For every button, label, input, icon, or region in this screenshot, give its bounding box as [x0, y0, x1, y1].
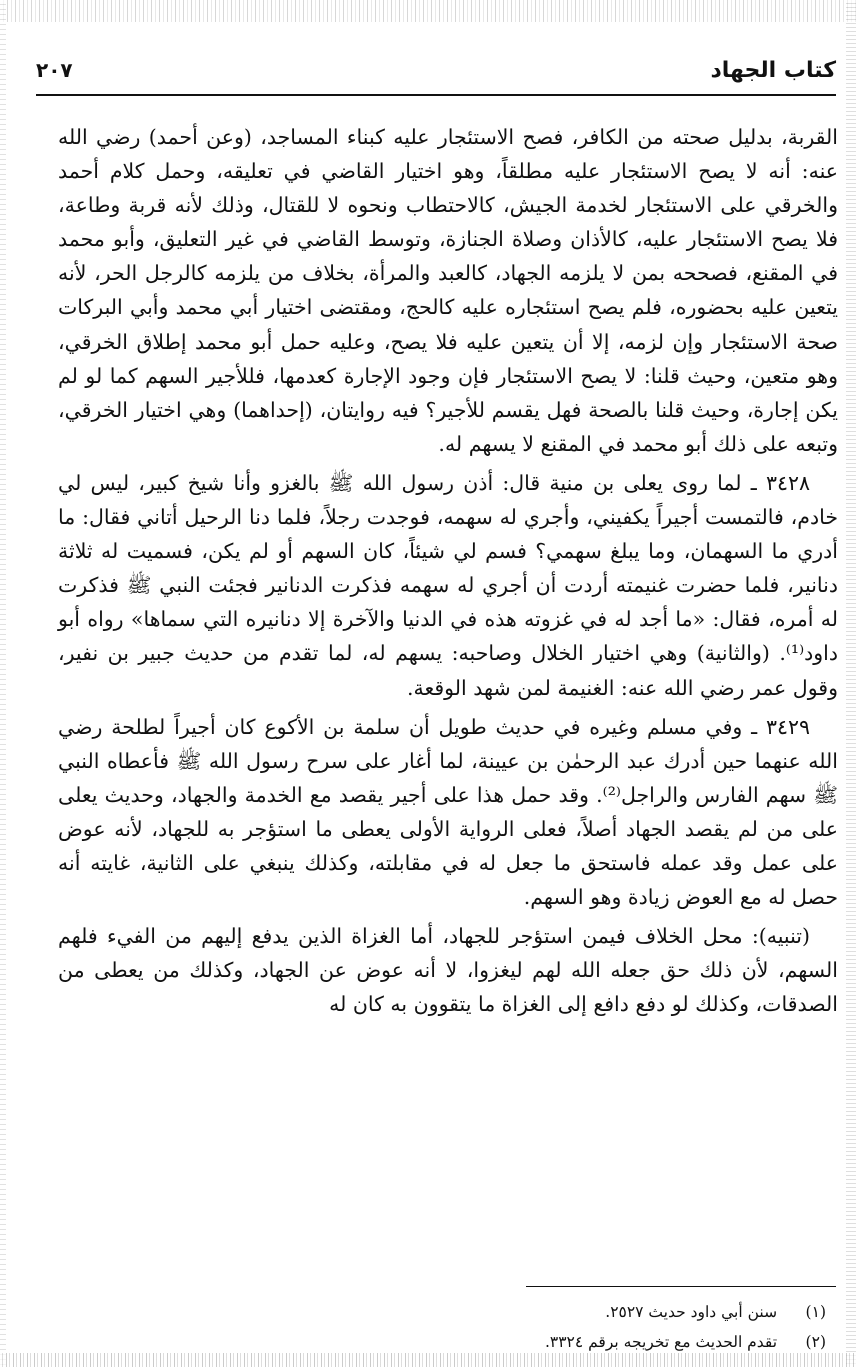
paragraph: القربة، بدليل صحته من الكافر، فصح الاستئجار عليه كبناء المساجد، (وعن أحمد) رضي الله عنه: أنه لا يصح الاستئجار عليه مطلقاً، وهو اختيار القاضي في تعليقه، وحمل كلام أحمد والخرقي على الاستئجار لخدمة الجيش، كالاحتطاب ونحوه لا للقتال، وذلك لأنه قربة وطاعة، فلا يصح الاستئجار عليه، كالأذان وصلاة الجنازة، وتوسط القاضي في غير التعليق، وأبو محمد في المقنع، فصححه بمن لا يلزمه الجهاد، كالعبد والمرأة، بخلاف من يلزمه كالرجل الحر، لأنه يتعين عليه بحضوره، فلم يصح استئجاره عليه كالحج، ومقتضى اختيار أبي محمد وأبي البركات صحة الاستئجار وإن لزمه، إلا أن يتعين عليه فلا يصح، وعليه حمل أبو محمد إطلاق الخرقي، وهو متعين، وحيث قلنا: لا يصح الاستئجار فإن وجود الإجارة كعدمها، فللأجير السهم كما لو لم يكن إجارة، وحيث قلنا بالصحة فهل يقسم للأجير؟ فيه روايتان، (إحداهما) وهي اختيار الخرقي، وتبعه على ذلك أبو محمد في المقنع لا يسهم له.: [58, 125, 838, 456]
scan-edge-right: [846, 0, 856, 1367]
running-title: كتاب الجهاد: [710, 58, 836, 83]
footnote-number: (٢): [805, 1333, 826, 1351]
footnote: [66, 1297, 826, 1327]
footnote-text: سنن أبي داود حديث ٢٥٢٧.: [605, 1303, 778, 1321]
scan-edge-top: [0, 0, 856, 22]
main-text: [58, 120, 838, 1021]
paragraph: (تنبيه): محل الخلاف فيمن استؤجر للجهاد، أما الغزاة الذين يدفع إليهم من الفيء فلهم السهم، لأن ذلك حق جعله الله لهم ليغزوا، لا أنه عوض عن الجهاد، وكذلك من يعطى من الصدقات، وكذلك لو دفع دافع إلى الغزاة ما يتقوون به كان له: [58, 924, 838, 1017]
footnote-number: (١): [805, 1303, 826, 1321]
footnotes: [66, 1297, 826, 1357]
header-divider: [36, 94, 836, 96]
footnote-text: تقدم الحديث مع تخريجه برقم ٣٣٢٤.: [544, 1333, 778, 1351]
paragraph: ٣٤٢٨ ـ لما روى يعلى بن منية قال: أذن رسول الله ﷺ بالغزو وأنا شيخ كبير، ليس لي خادم، فالتمست أجيراً يكفيني، وأجري له سهمه، فوجدت رجلاً، فلما دنا الرحيل أتاني فقال: ما أدري ما السهمان، وما يبلغ سهمي؟ فسم لي شيئاً، كان السهم أو لم يكن، فسميت له ثلاثة دنانير، فلما حضرت غنيمته أردت أن أجري له سهمه فذكرت الدنانير فجئت النبي ﷺ فذكرت له أمره، فقال: «ما أجد له في غزوته هذه في الدنيا والآخرة إلا دنانيره التي سماها» رواه أبو داود⁽¹⁾. (والثانية) وهي اختيار الخلال وصاحبه: يسهم له، لما تقدم من حديث جبير بن نفير، وقول عمر رضي الله عنه: الغنيمة لمن شهد الوقعة.: [58, 470, 838, 700]
scan-edge-left: [0, 0, 6, 1367]
paragraph: ٣٤٢٩ ـ وفي مسلم وغيره في حديث طويل أن سلمة بن الأكوع كان أجيراً لطلحة رضي الله عنهما حين أدرك عبد الرحمٰن بن عيينة، لما أغار على سرح رسول الله ﷺ فأعطاه النبي ﷺ سهم الفارس والراجل⁽²⁾. وقد حمل هذا على أجير يقصد مع الخدمة والجهاد، وحديث يعلى على من لم يقصد الجهاد أصلاً، فعلى الرواية الأولى يعطى ما استؤجر به للجهاد، لأنه عوض على عمل وقد عمله فاستحق ما جعل له في مقابلته، وكذلك ينبغي على الثانية، غايته أنه حصل له مع العوض زيادة وهو السهم.: [58, 714, 838, 910]
page-number: ٢٠٧: [36, 58, 73, 82]
footnote: [66, 1327, 826, 1357]
page-header: [36, 58, 836, 92]
footnote-divider: [526, 1286, 836, 1287]
